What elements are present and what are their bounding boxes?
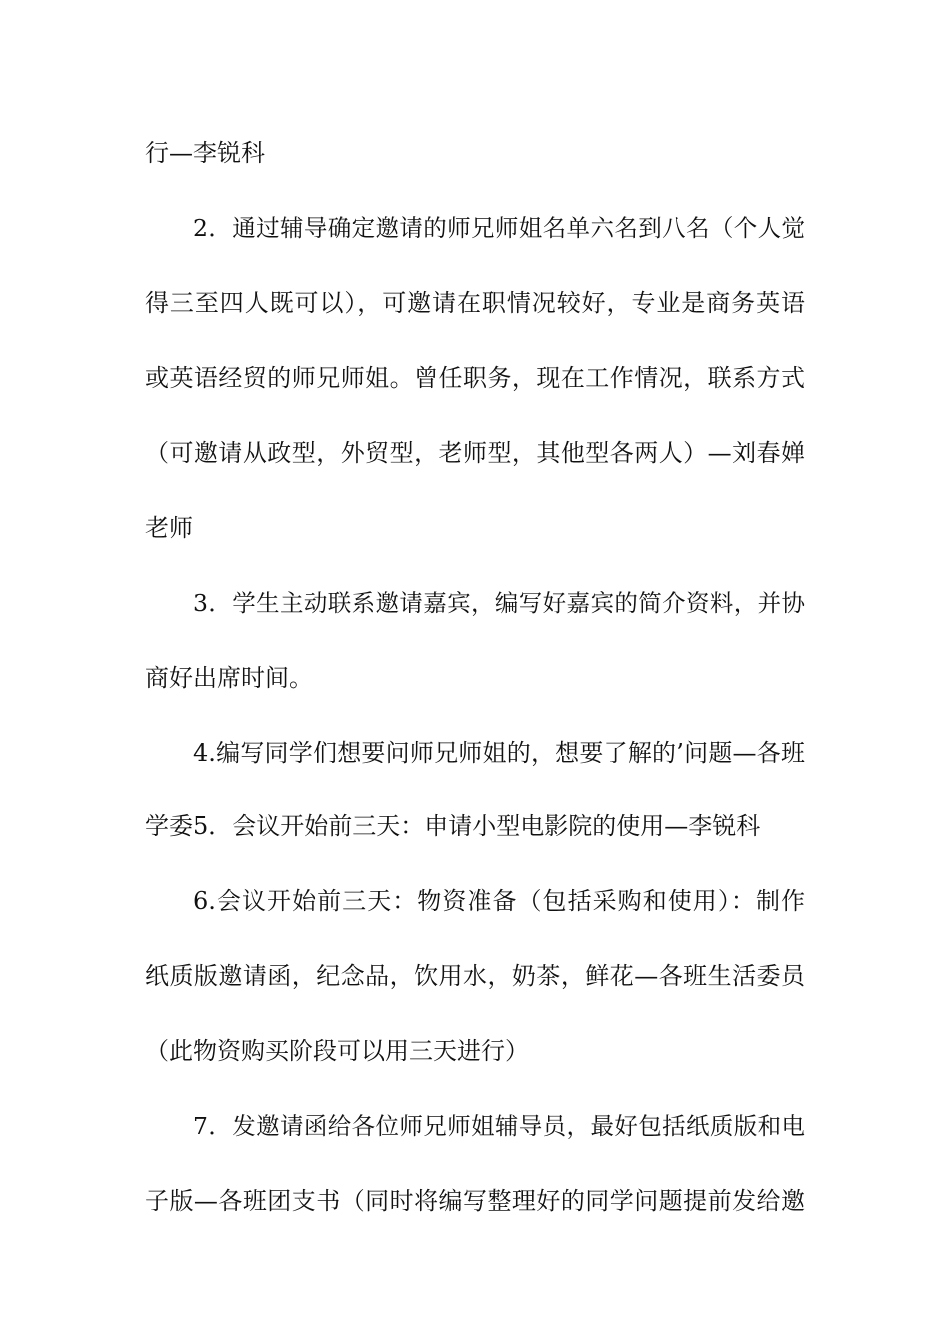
text-line-8: 商好出席时间。	[145, 664, 313, 692]
text-line-6: 老师	[145, 514, 193, 542]
text-line-15: 子版—各班团支书（同时将编写整理好的同学问题提前发给邀	[145, 1187, 805, 1215]
text-line-1: 行—李锐科	[145, 139, 265, 167]
text-line-13: （此物资购买阶段可以用三天进行）	[145, 1037, 529, 1065]
text-line-10: 学委5．会议开始前三天：申请小型电影院的使用—李锐科	[145, 812, 761, 840]
text-line-12: 纸质版邀请函，纪念品，饮用水，奶茶，鲜花—各班生活委员	[145, 962, 805, 990]
text-line-2: 2．通过辅导确定邀请的师兄师姐名单六名到八名（个人觉	[193, 214, 805, 242]
text-line-7: 3．学生主动联系邀请嘉宾，编写好嘉宾的简介资料，并协	[193, 589, 805, 617]
text-line-9: 4.编写同学们想要问师兄师姐的，想要了解的’问题—各班	[193, 739, 805, 767]
text-line-11: 6.会议开始前三天：物资准备（包括采购和使用）：制作	[193, 887, 805, 915]
text-line-3: 得三至四人既可以），可邀请在职情况较好，专业是商务英语	[145, 289, 805, 317]
text-line-5: （可邀请从政型，外贸型，老师型，其他型各两人）—刘春婵	[145, 439, 805, 467]
text-line-14: 7．发邀请函给各位师兄师姐辅导员，最好包括纸质版和电	[193, 1112, 805, 1140]
text-line-4: 或英语经贸的师兄师姐。曾任职务，现在工作情况，联系方式	[145, 364, 805, 392]
